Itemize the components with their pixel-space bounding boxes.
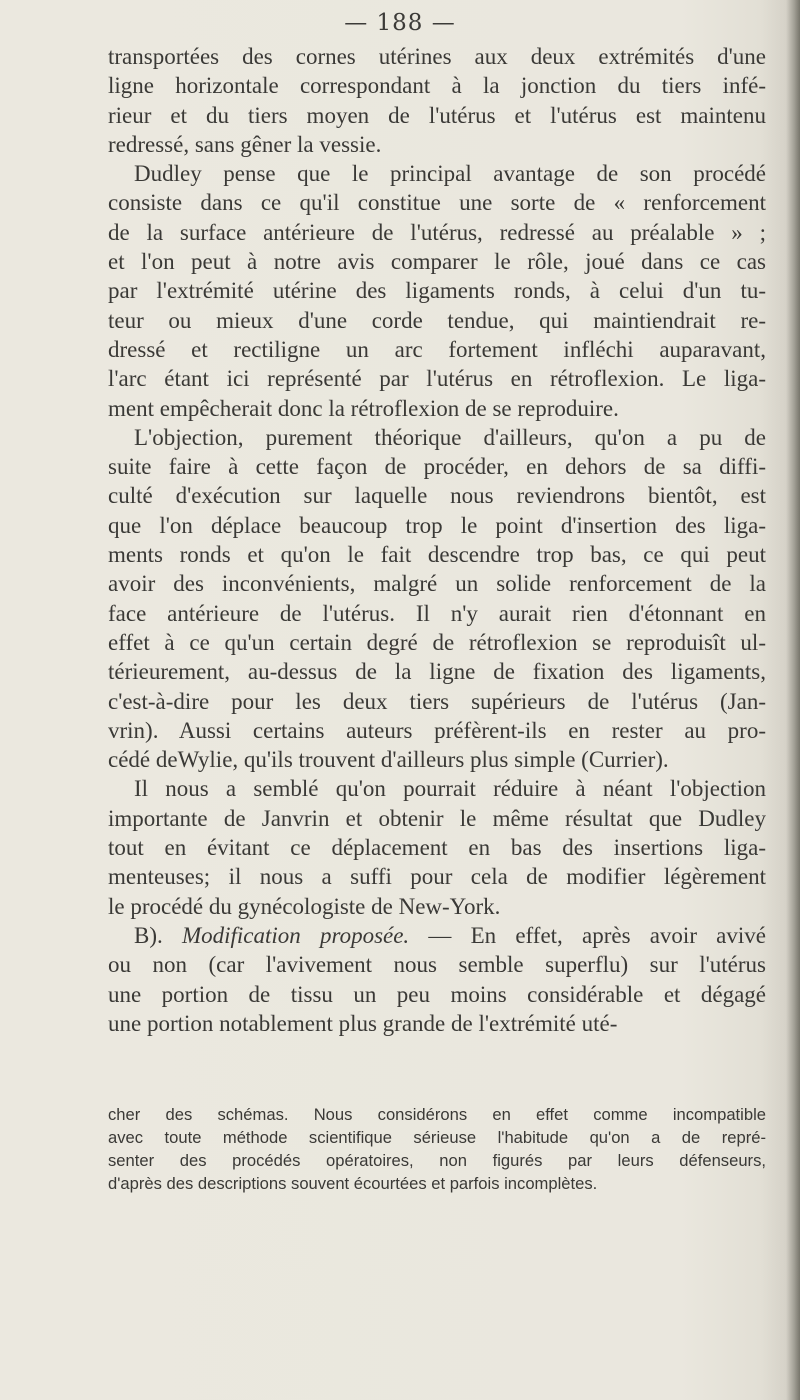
- line-text: cédé deWylie, qu'ils trouvent d'ailleurs plus simple (Currier).: [108, 747, 669, 773]
- text-line: [108, 745, 766, 774]
- line-text: Dudley pense que le principal avantage de son procédé: [134, 161, 766, 187]
- footnote-line: cher des schémas. Nous considérons en effet comme incompatible: [108, 1105, 766, 1124]
- footnote-text: [108, 1103, 766, 1195]
- text-line: [108, 1009, 766, 1038]
- line-text: une portion notablement plus grande de l'extrémité uté-: [108, 1010, 618, 1036]
- line-text: suite faire à cette façon de procéder, en dehors de sa diffi-: [108, 454, 766, 480]
- line-text: une portion de tissu un peu moins considérable et dégagé: [108, 981, 766, 1007]
- line-text: culté d'exécution sur laquelle nous reviendrons bientôt, est: [108, 483, 766, 509]
- line-text: face antérieure de l'utérus. Il n'y aurait rien d'étonnant en: [108, 600, 766, 626]
- text-line: [108, 569, 766, 598]
- line-text: ou non (car l'avivement nous semble superflu) sur l'utérus: [108, 952, 766, 978]
- text-line: [108, 364, 766, 393]
- text-line: [108, 159, 766, 188]
- line-text: Il nous a semblé qu'on pourrait réduire à néant l'objection: [134, 776, 766, 802]
- line-text: rieur et du tiers moyen de l'utérus et l'utérus est maintenu: [108, 102, 766, 128]
- text-line: [108, 921, 766, 950]
- line-text: avoir des inconvénients, malgré un solide renforcement de la: [108, 571, 766, 597]
- text-line: [108, 599, 766, 628]
- line-text: par l'extrémité utérine des ligaments ronds, à celui d'un tu-: [108, 278, 766, 304]
- text-line: [108, 892, 766, 921]
- text-line: [108, 130, 766, 159]
- text-line: [108, 71, 766, 100]
- text-line: [108, 716, 766, 745]
- line-text: L'objection, purement théorique d'ailleurs, qu'on a pu de: [134, 424, 766, 450]
- text-line: [108, 862, 766, 891]
- line-text: ligne horizontale correspondant à la jonction du tiers infé-: [108, 73, 766, 99]
- line-text: de la surface antérieure de l'utérus, redressé au préalable » ;: [108, 219, 766, 245]
- main-text: [108, 42, 766, 1038]
- line-text: redressé, sans gêner la vessie.: [108, 131, 382, 157]
- line-text: l'arc étant ici représenté par l'utérus en rétroflexion. Le liga-: [108, 366, 766, 392]
- line-text: que l'on déplace beaucoup trop le point d'insertion des liga-: [108, 512, 766, 538]
- text-line: [108, 101, 766, 130]
- text-line: [108, 774, 766, 803]
- line-text: transportées des cornes utérines aux deux extrémités d'une: [108, 44, 766, 69]
- text-line: [108, 980, 766, 1009]
- text-line: [108, 481, 766, 510]
- text-line: [108, 218, 766, 247]
- line-text: ments ronds et qu'on le fait descendre trop bas, ce qui peut: [108, 542, 766, 568]
- text-line: [108, 687, 766, 716]
- line-text: c'est-à-dire pour les deux tiers supérieurs de l'utérus (Jan-: [108, 688, 766, 714]
- line-text: dressé et rectiligne un arc fortement infléchi auparavant,: [108, 336, 766, 362]
- line-text: — En effet, après avoir avivé: [409, 922, 766, 948]
- text-line: [108, 423, 766, 452]
- page-edge-shadow: [786, 0, 800, 1400]
- text-line: [108, 335, 766, 364]
- section-heading: Modification proposée.: [181, 922, 410, 948]
- line-text: importante de Janvrin et obtenir le même résultat que Dudley: [108, 805, 766, 831]
- text-line: [108, 628, 766, 657]
- text-line: [108, 657, 766, 686]
- line-text: menteuses; il nous a suffi pour cela de modifier légèrement: [108, 864, 766, 890]
- footnote-line: avec toute méthode scientifique sérieuse l'habitude qu'on a de repré-: [108, 1128, 766, 1147]
- text-line: [108, 188, 766, 217]
- line-text: térieurement, au-dessus de la ligne de fixation des ligaments,: [108, 659, 766, 685]
- line-text: le procédé du gynécologiste de New-York.: [108, 893, 501, 919]
- text-line: [108, 276, 766, 305]
- text-line: [108, 950, 766, 979]
- footnote-line: d'après des descriptions souvent écourtées et parfois incomplètes.: [108, 1174, 598, 1193]
- section-marker: B).: [134, 922, 182, 948]
- text-line: [108, 511, 766, 540]
- text-line: [108, 394, 766, 423]
- page-number: — 188 —: [344, 10, 456, 36]
- text-line: [108, 452, 766, 481]
- text-line: [108, 833, 766, 862]
- line-text: consiste dans ce qu'il constitue une sorte de « renforcement: [108, 190, 766, 216]
- text-line: [108, 540, 766, 569]
- footnote-line: senter des procédés opératoires, non figurés par leurs défenseurs,: [108, 1151, 766, 1170]
- line-text: effet à ce qu'un certain degré de rétroflexion se reproduisît ul-: [108, 629, 766, 655]
- line-text: teur ou mieux d'une corde tendue, qui maintiendrait re-: [108, 307, 766, 333]
- text-line: [108, 306, 766, 335]
- text-line: [108, 247, 766, 276]
- text-line: [108, 42, 766, 71]
- line-text: tout en évitant ce déplacement en bas des insertions liga-: [108, 835, 766, 861]
- text-line: [108, 804, 766, 833]
- line-text: ment empêcherait donc la rétroflexion de se reproduire.: [108, 395, 619, 421]
- line-text: vrin). Aussi certains auteurs préfèrent-ils en rester au pro-: [108, 717, 766, 743]
- line-text: et l'on peut à notre avis comparer le rôle, joué dans ce cas: [108, 249, 766, 275]
